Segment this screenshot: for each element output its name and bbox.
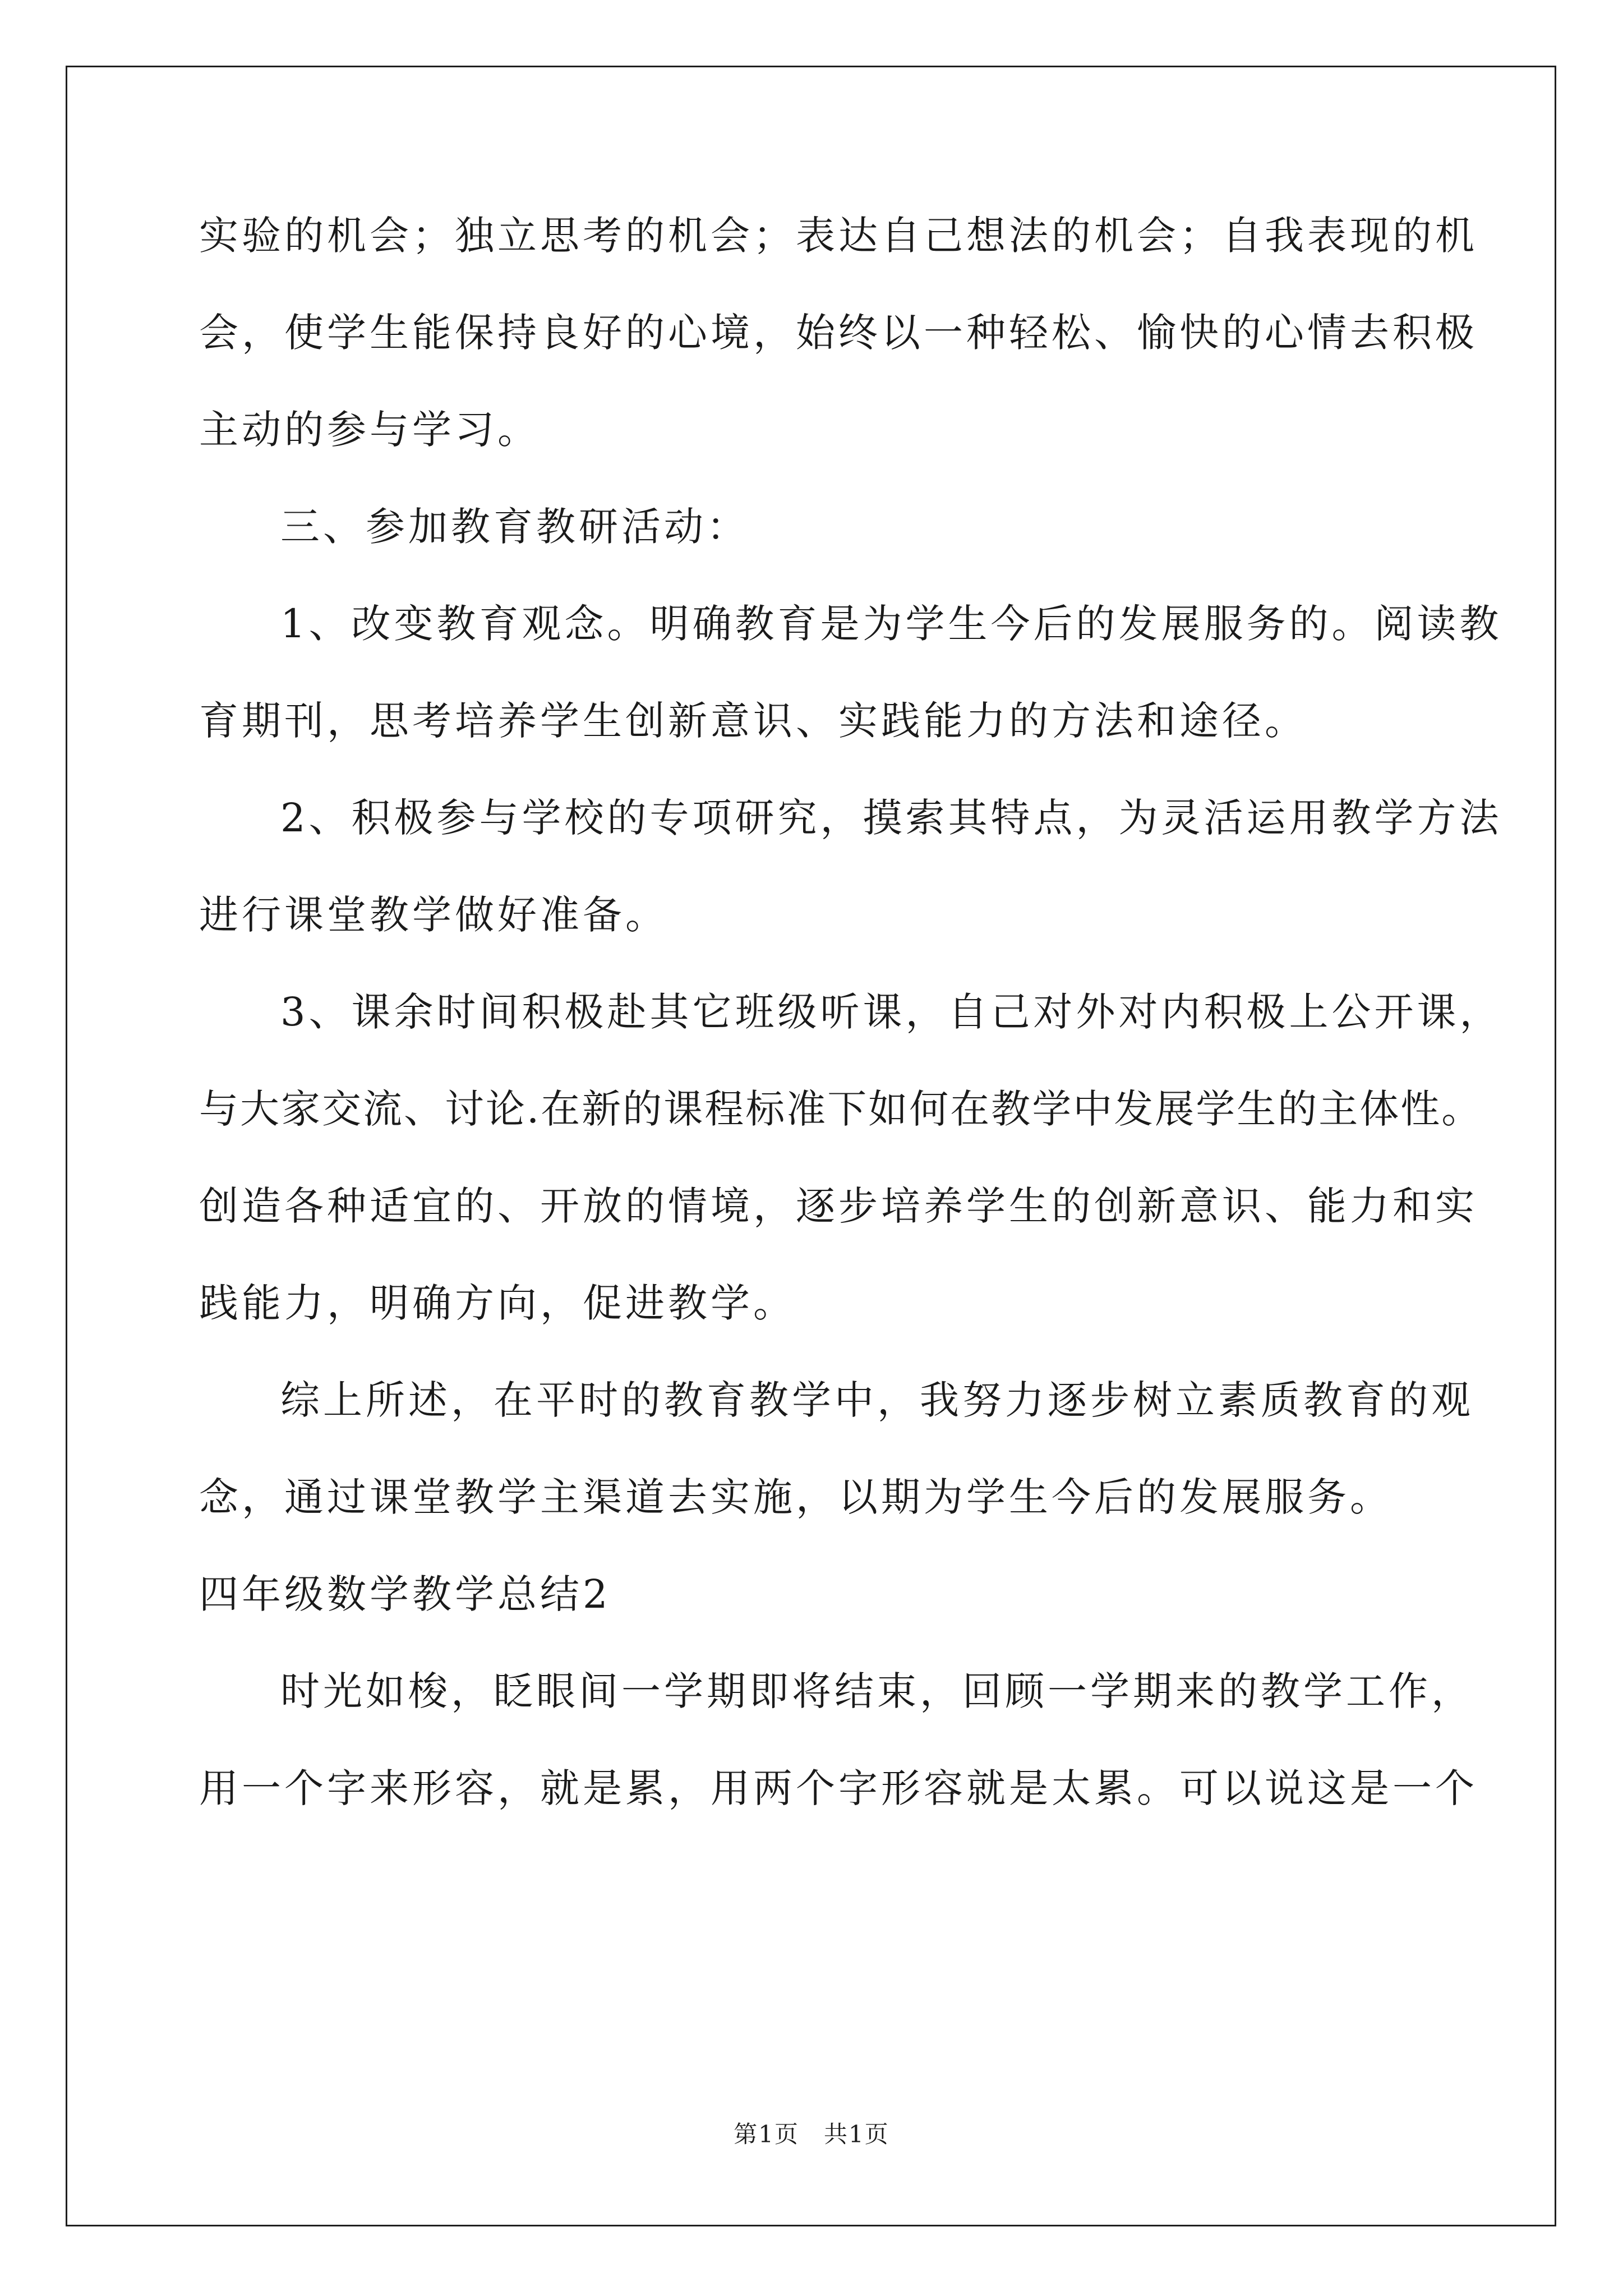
text-line: 2、积极参与学校的专项研究，摸索其特点，为灵活运用教学方法	[280, 795, 1502, 841]
text-line: 时光如梭，眨眼间一学期即将结束，回顾一学期来的教学工作，	[280, 1668, 1474, 1714]
page-border	[66, 66, 1556, 2226]
text-line: 创造各种适宜的、开放的情境，逐步培养学生的创新意识、能力和实	[199, 1183, 1478, 1229]
text-line: 育期刊，思考培养学生创新意识、实践能力的方法和途径。	[199, 698, 1307, 744]
text-line: 主动的参与学习。	[199, 407, 540, 453]
text-line: 念，通过课堂教学主渠道去实施，以期为学生今后的发展服务。	[199, 1474, 1393, 1520]
page-number: 第1页 共1页	[734, 2120, 889, 2148]
text-line: 进行课堂教学做好准备。	[199, 892, 668, 938]
article-title: 四年级数学教学总结2	[199, 1571, 611, 1617]
text-line: 综上所述，在平时的教育教学中，我努力逐步树立素质教育的观	[280, 1377, 1474, 1423]
text-line: 与大家交流、讨论.在新的课程标准下如何在教学中发展学生的主体性。	[199, 1086, 1483, 1132]
text-line: 用一个字来形容，就是累，用两个字形容就是太累。可以说这是一个	[199, 1765, 1478, 1811]
section-heading: 三、参加教育教研活动：	[280, 504, 749, 550]
text-line: 会，使学生能保持良好的心境，始终以一种轻松、愉快的心情去积极	[199, 310, 1478, 356]
text-line: 实验的机会；独立思考的机会；表达自己想法的机会；自我表现的机	[199, 213, 1478, 259]
text-line: 践能力，明确方向，促进教学。	[199, 1280, 796, 1326]
text-line: 3、课余时间积极赴其它班级听课，自己对外对内积极上公开课，	[280, 989, 1502, 1035]
text-line: 1、改变教育观念。明确教育是为学生今后的发展服务的。阅读教	[280, 601, 1502, 647]
